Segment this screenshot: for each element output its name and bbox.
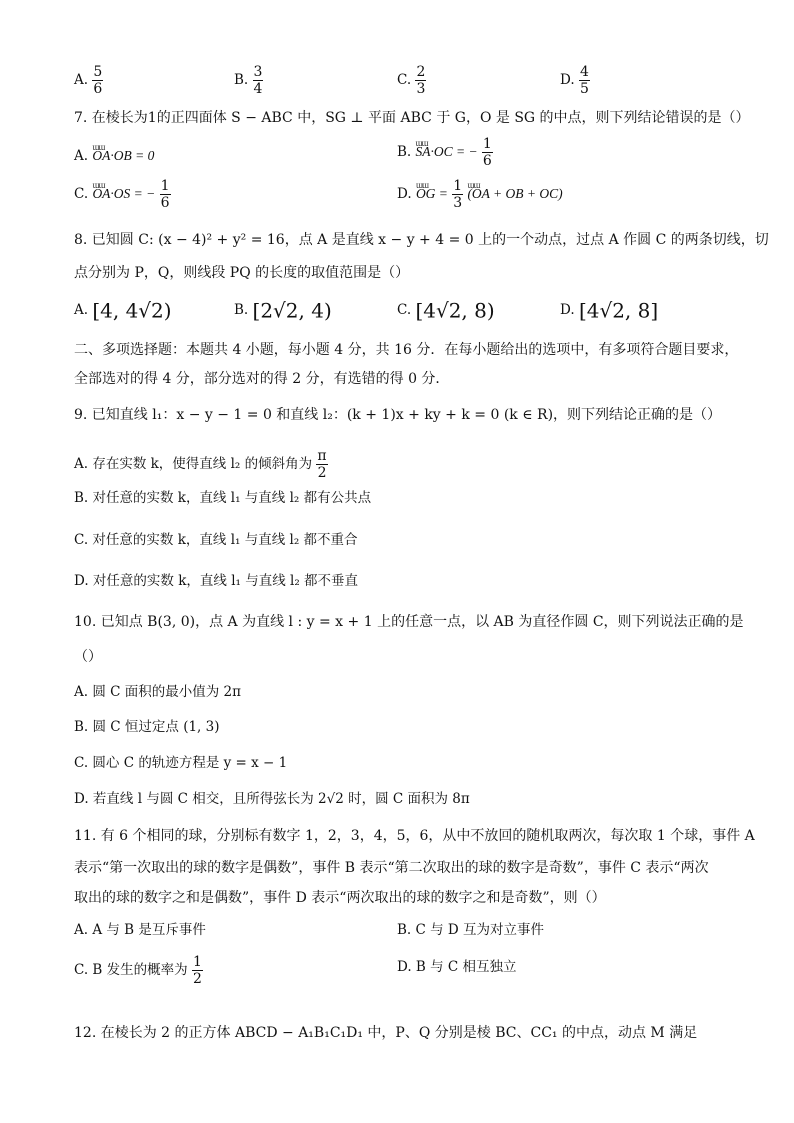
numerator: 1 xyxy=(160,178,170,194)
option-label: B. xyxy=(234,72,249,88)
option-label: A. xyxy=(74,148,89,164)
option-label: D. xyxy=(560,302,575,318)
denominator: 3 xyxy=(416,81,426,97)
numerator: 1 xyxy=(482,136,492,152)
q9-option-c: C. 对任意的实数 k，直线 l₁ 与直线 l₂ 都不重合 xyxy=(74,532,358,548)
q11-stem-line1: 11. 有 6 个相同的球，分别标有数字 1，2，3，4，5，6，从中不放回的随机取两次，每次取 1 个球，事件 A xyxy=(74,828,755,844)
q8-stem-line1: 8. 已知圆 C: (x − 4)² + y² = 16，点 A 是直线 x − y + 4 = 0 上的一个动点，过点 A 作圆 C 的两条切线，切 xyxy=(74,232,769,248)
q6-option-b xyxy=(234,64,263,97)
fraction xyxy=(92,64,103,97)
denominator: 2 xyxy=(317,465,327,481)
vector-expression: ɯɯ OA·OB = 0 xyxy=(92,146,154,166)
q6-option-d xyxy=(560,64,590,97)
q11-option-c xyxy=(74,954,203,987)
q11-option-b: B. C 与 D 互为对立事件 xyxy=(397,922,545,938)
denominator: 5 xyxy=(579,81,589,97)
vector-expression: ɯɯ SA·OC = − xyxy=(416,142,478,162)
option-label: D. xyxy=(560,72,575,88)
vector-expression: ɯɯ (OA + OB + OC) xyxy=(467,184,562,204)
q8-stem-line2: 点分别为 P，Q，则线段 PQ 的长度的取值范围是（） xyxy=(74,265,410,281)
q11-stem-line2: 表示“第一次取出的球的数字是偶数”，事件 B 表示“第二次取出的球的数字是奇数”，事件 C 表示“两次 xyxy=(74,860,709,876)
q7-stem: 7. 在棱长为1的正四面体 S − ABC 中，SG ⊥ 平面 ABC 于 G，O 是 SG 的中点，则下列结论错误的是（） xyxy=(74,110,750,126)
numerator: 5 xyxy=(93,64,103,80)
numerator: 4 xyxy=(579,64,589,80)
option-label: C. xyxy=(397,72,412,88)
q7-option-b xyxy=(397,136,493,169)
interval: [4√2, 8) xyxy=(415,298,495,323)
q11-stem-line3: 取出的球的数字之和是偶数”，事件 D 表示“两次取出的球的数字之和是奇数”，则（） xyxy=(74,890,606,906)
interval: [2√2, 4) xyxy=(252,298,332,323)
q6-option-c xyxy=(397,64,426,97)
denominator: 3 xyxy=(453,195,463,211)
q9-option-b: B. 对任意的实数 k，直线 l₁ 与直线 l₂ 都有公共点 xyxy=(74,490,372,506)
interval: [4√2, 8] xyxy=(578,298,659,323)
q8-option-d xyxy=(560,300,658,321)
q6-option-a xyxy=(74,64,103,97)
numerator: 1 xyxy=(192,954,202,970)
section-heading-line1: 二、多项选择题：本题共 4 小题，每小题 4 分，共 16 分．在每小题给出的选项中，有多项符合题目要求， xyxy=(74,342,739,358)
denominator: 6 xyxy=(160,195,170,211)
fraction xyxy=(316,448,327,481)
denominator: 6 xyxy=(482,153,492,169)
q8-option-a xyxy=(74,300,172,321)
option-label: B. xyxy=(397,144,412,160)
option-label: D. xyxy=(397,186,412,202)
q10-option-a: A. 圆 C 面积的最小值为 2π xyxy=(74,684,241,700)
denominator: 4 xyxy=(253,81,263,97)
vector-expression: ɯɯ OA·OS = − xyxy=(92,184,155,204)
q8-option-c xyxy=(397,300,495,321)
q10-stem-line1: 10. 已知点 B(3, 0)，点 A 为直线 l : y = x + 1 上的任意一点，以 AB 为直径作圆 C，则下列说法正确的是 xyxy=(74,614,744,630)
fraction xyxy=(452,178,463,211)
q8-option-b xyxy=(234,300,332,321)
q11-option-d: D. B 与 C 相互独立 xyxy=(397,959,517,975)
q9-option-d: D. 对任意的实数 k，直线 l₁ 与直线 l₂ 都不垂直 xyxy=(74,573,359,589)
fraction xyxy=(482,136,493,169)
option-label: C. xyxy=(74,186,89,202)
q12-stem: 12. 在棱长为 2 的正方体 ABCD − A₁B₁C₁D₁ 中，P、Q 分别是棱 BC、CC₁ 的中点，动点 M 满足 xyxy=(74,1025,698,1041)
numerator: 2 xyxy=(416,64,426,80)
q9-option-a xyxy=(74,448,328,481)
fraction xyxy=(160,178,171,211)
section-heading-line2: 全部选对的得 4 分，部分选对的得 2 分，有选错的得 0 分． xyxy=(74,371,450,387)
q7-option-d xyxy=(397,178,563,211)
q10-option-c: C. 圆心 C 的轨迹方程是 y = x − 1 xyxy=(74,755,288,771)
option-label: A. xyxy=(74,72,89,88)
option-label: A. xyxy=(74,302,89,318)
denominator: 6 xyxy=(93,81,103,97)
fraction xyxy=(253,64,264,97)
numerator: 3 xyxy=(253,64,263,80)
q10-stem-line2: （） xyxy=(74,649,102,665)
q10-option-b: B. 圆 C 恒过定点 (1, 3) xyxy=(74,719,220,735)
denominator: 2 xyxy=(192,971,202,987)
fraction xyxy=(579,64,590,97)
option-text: C. B 发生的概率为 xyxy=(74,962,188,978)
q11-option-a: A. A 与 B 是互斥事件 xyxy=(74,922,206,938)
q7-option-c xyxy=(74,178,171,211)
fraction xyxy=(192,954,203,987)
q10-option-d: D. 若直线 l 与圆 C 相交，且所得弦长为 2√2 时，圆 C 面积为 8π xyxy=(74,791,470,807)
vector-expression: ɯɯ OG = xyxy=(416,184,448,204)
numerator: 1 xyxy=(453,178,463,194)
option-label: C. xyxy=(397,302,412,318)
fraction xyxy=(415,64,426,97)
q7-option-a xyxy=(74,146,154,166)
option-label: B. xyxy=(234,302,249,318)
numerator: π xyxy=(317,448,327,464)
interval: [4, 4√2) xyxy=(92,298,172,323)
option-text: A. 存在实数 k，使得直线 l₂ 的倾斜角为 xyxy=(74,456,313,472)
q9-stem: 9. 已知直线 l₁：x − y − 1 = 0 和直线 l₂：(k + 1)x + ky + k = 0 (k ∈ R)，则下列结论正确的是（） xyxy=(74,407,722,423)
